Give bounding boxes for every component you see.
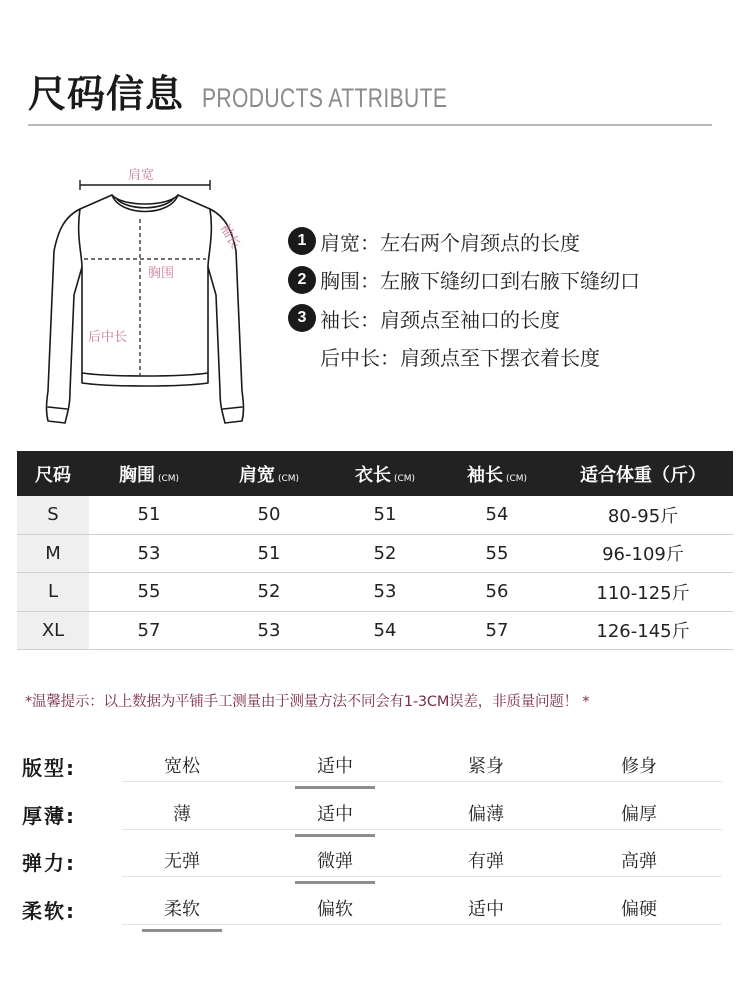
shoulder-label: 肩宽 [128, 168, 155, 183]
sleeve-label: 袖长 [216, 221, 243, 252]
attribute-option: 修身 [621, 756, 657, 777]
sweater-diagram [30, 155, 260, 435]
selected-indicator [142, 929, 222, 932]
measurement-note: *温馨提示：以上数据为平铺手工测量由于测量方法不同会有1-3CM误差，非质量问题！ * [25, 694, 590, 710]
chest-cell: 55 [137, 581, 161, 603]
attribute-option: 偏厚 [621, 803, 657, 825]
attribute-option-selected: 微弹 [275, 847, 395, 884]
weight-cell: 126-145斤 [596, 621, 690, 643]
attribute-fit [22, 740, 722, 788]
weight-cell: 96-109斤 [602, 544, 684, 566]
attribute-elasticity [22, 835, 722, 883]
number-badge: 3 [288, 304, 316, 332]
attribute-option-selected: 适中 [275, 800, 395, 837]
attribute-option: 适中 [468, 898, 504, 920]
definition-chest [288, 261, 640, 300]
attribute-label: 柔软: [22, 898, 76, 923]
shoulder-cell: 53 [257, 619, 281, 641]
sleeve-cell: 57 [485, 619, 509, 641]
attribute-thickness [22, 788, 722, 836]
product-attributes [22, 740, 722, 930]
header-shoulder: 肩宽 (CM) [238, 464, 300, 486]
shoulder-cell: 51 [257, 542, 281, 564]
definition-term: 后中长 [320, 346, 380, 371]
attribute-option: 薄 [173, 803, 191, 825]
header-chest: 胸围 (CM) [118, 464, 180, 486]
attribute-divider [122, 781, 722, 782]
definition-desc: ：左右两个肩颈点的长度 [360, 230, 580, 255]
chest-cell: 53 [137, 542, 161, 564]
header-weight: 适合体重（斤） [580, 464, 706, 486]
attribute-option: 紧身 [468, 756, 504, 777]
page-header [28, 62, 517, 118]
definition-desc: ：肩颈点至袖口的长度 [360, 307, 560, 332]
definition-sleeve [288, 299, 640, 338]
attribute-label: 厚薄: [22, 803, 76, 828]
size-table-header [17, 451, 733, 496]
length-cell: 51 [373, 504, 397, 526]
table-row [17, 535, 733, 574]
definition-term: 袖长 [320, 307, 360, 332]
attribute-option: 偏软 [317, 898, 353, 920]
attribute-softness [22, 883, 722, 931]
size-cell: M [17, 535, 89, 573]
weight-cell: 110-125斤 [596, 582, 690, 604]
size-cell: XL [17, 612, 89, 650]
header-length: 衣长 (CM) [354, 464, 416, 486]
page-title: 尺码信息 [28, 72, 185, 116]
measurement-definitions [288, 222, 640, 376]
attribute-divider [122, 829, 722, 830]
chest-cell: 57 [137, 619, 161, 641]
size-cell: L [17, 573, 89, 611]
definition-back-length [288, 338, 640, 377]
number-badge: 1 [288, 227, 316, 255]
attribute-option: 高弹 [621, 851, 657, 872]
definition-term: 胸围 [320, 269, 360, 294]
attribute-option: 有弹 [468, 851, 504, 872]
table-row [17, 573, 733, 612]
attribute-label: 弹力: [22, 851, 76, 875]
size-cell: S [17, 496, 89, 534]
header-sleeve: 袖长 (CM) [466, 464, 528, 486]
chest-cell: 51 [137, 504, 161, 526]
definition-desc: ：肩颈点至下摆衣着长度 [380, 346, 600, 371]
definition-shoulder [288, 222, 640, 261]
attribute-divider [122, 876, 722, 877]
page-subtitle: PRODUCTS ATTRIBUTE [202, 83, 448, 113]
weight-cell: 80-95斤 [607, 505, 679, 527]
definition-desc: ：左腋下缝纫口到右腋下缝纫口 [360, 269, 640, 294]
length-cell: 52 [373, 542, 397, 564]
attribute-option: 偏硬 [621, 898, 657, 920]
size-table [17, 451, 733, 650]
definition-term: 肩宽 [320, 230, 360, 255]
shoulder-cell: 50 [257, 504, 281, 526]
sleeve-cell: 56 [485, 581, 509, 603]
number-badge: 2 [288, 266, 316, 294]
attribute-option-selected: 柔软 [122, 895, 242, 932]
chest-label: 胸围 [148, 266, 175, 281]
header-divider [28, 124, 712, 126]
attribute-option: 偏薄 [468, 803, 504, 825]
table-row [17, 612, 733, 651]
shoulder-cell: 52 [257, 581, 281, 603]
sleeve-cell: 54 [485, 504, 509, 526]
attribute-divider [122, 924, 722, 925]
table-row [17, 496, 733, 535]
attribute-option-selected: 适中 [275, 752, 395, 789]
attribute-option: 无弹 [164, 851, 200, 872]
attribute-option: 宽松 [164, 756, 200, 777]
sleeve-cell: 55 [485, 542, 509, 564]
length-cell: 53 [373, 581, 397, 603]
attribute-label: 版型: [22, 756, 76, 780]
header-size: 尺码 [35, 464, 71, 486]
length-cell: 54 [373, 619, 397, 641]
back-length-label: 后中长 [88, 330, 128, 345]
